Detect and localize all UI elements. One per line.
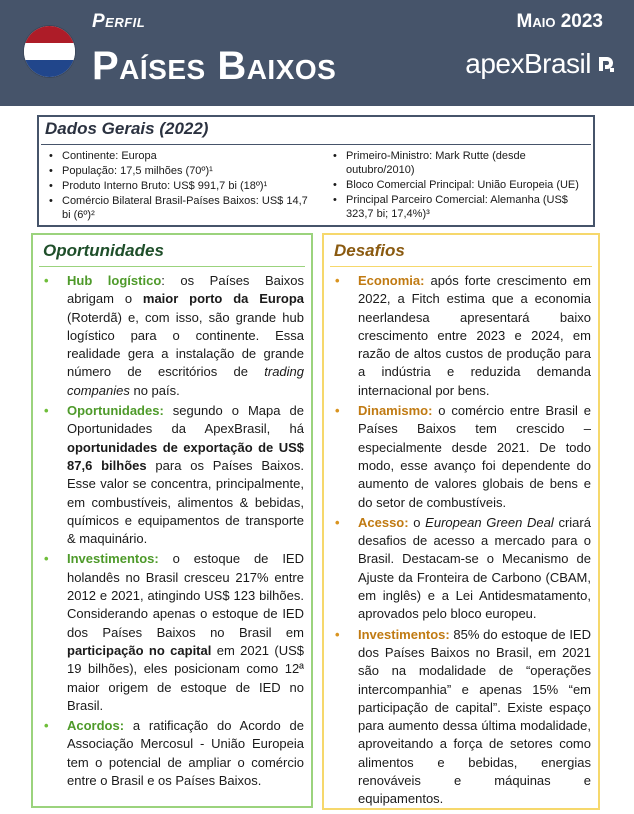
report-date: Maio 2023 xyxy=(516,11,603,32)
item-keyword: Investimentos: xyxy=(358,626,450,642)
list-item: • Bloco Comercial Principal: União Europeia (UE) xyxy=(331,178,581,192)
item-text: a ratificação do Acordo de Associação Mercosul - União Europeia tem o potencial de ampliar o comércio entre o Brasil e os Países Baixos. xyxy=(67,718,304,789)
opportunities-list xyxy=(40,272,304,792)
apex-logo-icon xyxy=(597,55,615,73)
item-text: 85% do estoque de IED dos Países Baixos no Brasil, em 2021 são na modalidade de “operações intercompanhia” e apenas 15% “em participação de capital”. Existe espaço para aumento dessa última modalidade, aproveitando a força de setores como alimentos e bebidas, energias renováveis e máquinas e equipamentos. xyxy=(358,626,591,807)
divider xyxy=(330,266,592,267)
item-keyword: Dinamismo: xyxy=(358,403,433,419)
general-data-title: Dados Gerais (2022) xyxy=(45,119,209,138)
item-keyword: Hub logístico xyxy=(67,273,162,288)
item-text: o xyxy=(408,514,426,530)
list-item: • Continente: Europa xyxy=(47,149,309,163)
item-text: no país. xyxy=(129,382,180,398)
item-text: o comércio entre Brasil e Países Baixos tem crescido – especialmente desde 2021. De todo modo, esse avanço foi dependente do aumento de valores globais de bens e do setor de combustíveis. xyxy=(358,403,591,510)
list-item xyxy=(331,402,591,512)
header-banner xyxy=(0,0,634,106)
profile-label: Perfil xyxy=(92,11,146,32)
list-item: • Comércio Bilateral Brasil-Países Baixos: US$ 14,7 bi (6º)² xyxy=(47,194,309,222)
general-data-list-right xyxy=(331,149,581,222)
item-text: : os Países Baixos abrigam o xyxy=(67,273,304,307)
netherlands-flag-icon xyxy=(24,26,75,77)
item-keyword: Acesso: xyxy=(358,514,409,530)
flag-band-white xyxy=(24,43,75,60)
list-item xyxy=(40,550,304,715)
item-text: segundo o Mapa de Oportunidades da ApexBrasil, há xyxy=(67,403,304,437)
challenges-list xyxy=(331,272,591,811)
opportunities-title: Oportunidades xyxy=(43,241,164,260)
list-item xyxy=(40,717,304,790)
list-item: • População: 17,5 milhões (70º)¹ xyxy=(47,164,309,178)
general-data-list-left xyxy=(47,149,309,223)
item-keyword: Oportunidades: xyxy=(67,403,164,419)
item-highlight: maior porto da Europa xyxy=(142,291,304,307)
item-text: (Roterdã) e, com isso, são grande hub logístico para o continente. Essa realidade gera a instalação de grande número de escritórios de xyxy=(67,309,304,380)
list-item xyxy=(40,402,304,548)
item-highlight: oportunidades de exportação de US$ 87,6 bilhões xyxy=(67,439,304,473)
item-italic: European Green Deal xyxy=(425,514,554,530)
list-item: • Principal Parceiro Comercial: Alemanha (US$ 323,7 bi; 17,4%)³ xyxy=(331,193,581,221)
opportunities-panel xyxy=(31,233,313,808)
challenges-title: Desafios xyxy=(334,241,405,260)
item-text: o estoque de IED holandês no Brasil cresceu 217% entre 2012 e 2021, atingindo US$ 123 bilhões. Considerando apenas o estoque de IED dos Países Baixos no Brasil em xyxy=(67,551,304,640)
list-item xyxy=(331,272,591,400)
flag-band-red xyxy=(24,26,75,43)
general-data-box xyxy=(37,115,595,227)
apexbrasil-logo xyxy=(465,48,615,80)
list-item xyxy=(331,514,591,624)
item-italic: trading companies xyxy=(67,364,304,398)
page-title: Países Baixos xyxy=(92,44,337,88)
logo-text: apexBrasil xyxy=(465,48,591,79)
flag-band-blue xyxy=(24,60,75,77)
divider xyxy=(41,144,591,145)
item-text: após forte crescimento em 2022, a Fitch estima que a economia neerlandesa apresentará baixo crescimento entre 2023 e 2024, em razão de altos custos de produção para a indústria e reduzida demanda internacional por bens. xyxy=(358,273,591,398)
item-text: para os Países Baixos. Esse valor se concentra, principalmente, em combustíveis, alimentos & bebidas, químicos e equipamentos de transporte & maquinário. xyxy=(67,457,304,547)
list-item: • Primeiro-Ministro: Mark Rutte (desde outubro/2010) xyxy=(331,149,581,177)
item-keyword: Economia: xyxy=(358,273,425,288)
item-highlight: participação no capital xyxy=(67,642,212,658)
divider xyxy=(39,266,305,267)
item-text: criará desafios de acesso a mercado para o Brasil. Destacam-se o Mecanismo de Ajuste da Fronteira de Carbono (CBAM, em inglês) e a Lei Antidesmatamento, aprovados pelo bloco europeu. xyxy=(358,514,591,622)
item-text: em 2021 (US$ 19 bilhões), eles posicionam como 12ª maior origem de estoque de IED no Brasil. xyxy=(67,642,305,713)
list-item xyxy=(40,272,304,400)
list-item xyxy=(331,626,591,809)
list-item: • Produto Interno Bruto: US$ 991,7 bi (18º)¹ xyxy=(47,179,309,193)
item-keyword: Acordos: xyxy=(67,718,125,734)
item-keyword: Investimentos: xyxy=(67,551,159,567)
challenges-panel xyxy=(322,233,600,810)
